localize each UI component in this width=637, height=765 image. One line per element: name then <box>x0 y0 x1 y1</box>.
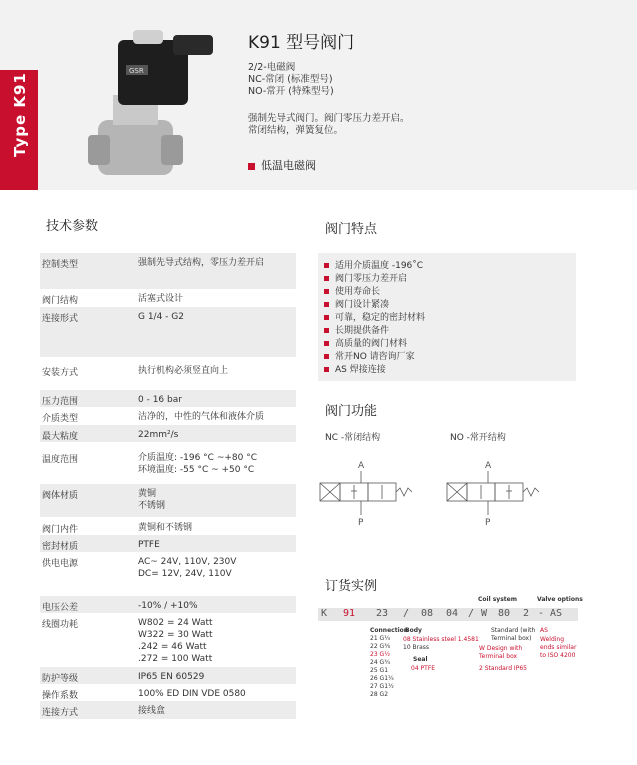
bullet-icon <box>324 315 329 320</box>
spec-label: 安装方式 <box>42 368 79 378</box>
spec-row <box>40 425 296 442</box>
spec-value: 介质温度: -196 °C ~+80 °C <box>138 453 258 463</box>
code-option: AS <box>550 608 563 619</box>
coil-system-label: Coil system <box>478 596 517 603</box>
spec-value-2: W322 = 30 Watt <box>138 630 213 640</box>
code-coil: W <box>481 608 488 619</box>
seal-ptfe: 04 PTFE <box>411 665 436 672</box>
spec-label: 阀门内件 <box>42 525 79 535</box>
spec-value: 接线盒 <box>138 706 166 716</box>
coil-design-w: W Design with Terminal box <box>479 645 523 660</box>
option-as: AS <box>540 627 548 634</box>
spec-value: 22mm²/s <box>138 430 179 440</box>
tech-heading: 技术参数 <box>46 219 99 234</box>
spec-row <box>40 407 296 425</box>
spec-label: 温度范围 <box>42 455 79 465</box>
desc-line-2: NC-常闭 (标准型号) <box>248 74 333 85</box>
body-brass: 10 Brass <box>403 644 430 651</box>
function-heading: 阀门功能 <box>325 404 378 419</box>
spec-label: 操作系数 <box>42 691 79 701</box>
spec-label: 介质类型 <box>42 414 79 424</box>
spec-row <box>40 552 296 592</box>
product-title: K91 型号阀门 <box>248 33 355 53</box>
feature-item: 阀门零压力差开启 <box>324 271 407 284</box>
spec-row <box>40 701 296 719</box>
bullet-icon <box>324 276 329 281</box>
connection-row: 25 G1 <box>370 667 389 674</box>
port-p-label: P <box>358 518 364 528</box>
code-body: 08 <box>421 608 434 619</box>
connection-label: Connection <box>370 627 409 634</box>
spec-row <box>40 484 296 517</box>
bullet-icon <box>324 263 329 268</box>
code-coil-variant: 2 <box>523 608 530 619</box>
bullet-icon <box>324 341 329 346</box>
code-seal: 04 <box>446 608 459 619</box>
bullet-icon <box>324 367 329 372</box>
spec-label: 防护等级 <box>42 674 79 684</box>
spec-value-2: 不锈钢 <box>138 501 166 511</box>
valve-options-label: Valve options <box>537 596 583 603</box>
connection-row: 26 G1¼ <box>370 675 394 682</box>
features-heading: 阀门特点 <box>325 222 378 237</box>
nc-valve-symbol <box>318 455 418 530</box>
connection-row: 21 G¼ <box>370 635 391 642</box>
code-type: 91 <box>343 608 356 619</box>
spec-value-3: .242 = 46 Watt <box>138 642 207 652</box>
spec-row <box>40 307 296 357</box>
nc-label: NC -常闭结构 <box>325 433 381 443</box>
feature-item: 常开NO 请咨询厂家 <box>324 349 415 362</box>
spec-label: 阀体材质 <box>42 491 79 501</box>
desc-line-5: 常闭结构，弹簧复位。 <box>248 125 344 136</box>
spec-row <box>40 684 296 701</box>
spec-row <box>40 253 296 289</box>
spec-label: 阀门结构 <box>42 296 79 306</box>
valve-photo <box>78 25 218 180</box>
spec-value-2: 环境温度: -55 °C ~ +50 °C <box>138 465 255 475</box>
brand-plate: GSR <box>129 67 144 75</box>
option-as-desc: Welding ends similar to ISO 4200 <box>540 636 577 659</box>
feature-item: 长期提供备件 <box>324 323 389 336</box>
body-label: Body <box>405 627 422 634</box>
red-square-icon <box>248 163 255 170</box>
bullet-icon <box>324 289 329 294</box>
spec-value: W802 = 24 Watt <box>138 618 213 628</box>
features-box <box>318 253 576 381</box>
connection-row: 23 G½ <box>370 651 391 658</box>
code-connection: 23 <box>376 608 389 619</box>
spec-label: 最大粘度 <box>42 432 79 442</box>
code-slash-2: / <box>468 608 475 619</box>
feature-item: 使用寿命长 <box>324 284 380 297</box>
spec-value: 执行机构必须竖直向上 <box>138 366 229 376</box>
spec-value: 100% ED DIN VDE 0580 <box>138 689 246 699</box>
spec-value: 强制先导式结构，零压力差开启 <box>138 258 265 268</box>
coil-standard-2: 2 Standard IP65 <box>479 665 527 672</box>
seal-label: Seal <box>413 656 428 663</box>
spec-row <box>40 613 296 667</box>
code-k: K <box>321 608 328 619</box>
desc-line-4: 强制先导式阀门。阀门零压力差开启。 <box>248 113 410 124</box>
order-code-bar <box>318 608 578 621</box>
feature-text: 低温电磁阀 <box>261 159 316 172</box>
port-a-label: A <box>358 461 365 471</box>
bullet-icon <box>324 354 329 359</box>
spec-row <box>40 390 296 407</box>
spec-value: 黄铜 <box>138 489 157 499</box>
type-side-band <box>0 70 38 190</box>
code-coil-type: 80 <box>498 608 511 619</box>
spec-value: 黄铜和不锈钢 <box>138 523 193 533</box>
spec-value: IP65 EN 60529 <box>138 672 205 682</box>
desc-line-3: NO-常开 (特殊型号) <box>248 86 334 97</box>
feature-item: 阀门设计紧凑 <box>324 297 389 310</box>
spec-label: 电压公差 <box>42 603 79 613</box>
spec-label: 供电电源 <box>42 559 79 569</box>
feature-line <box>248 157 316 173</box>
feature-item: 可靠，稳定的密封材料 <box>324 310 425 323</box>
connection-row: 27 G1½ <box>370 683 394 690</box>
spec-value: G 1/4 - G2 <box>138 312 184 322</box>
connection-row: 28 G2 <box>370 691 389 698</box>
order-heading: 订货实例 <box>325 579 378 594</box>
connection-row: 22 G⅜ <box>370 643 391 650</box>
no-label: NO -常开结构 <box>450 433 506 443</box>
spec-value-4: .272 = 100 Watt <box>138 654 213 664</box>
spec-row <box>40 357 296 387</box>
port-a-label: A <box>485 461 492 471</box>
spec-row <box>40 518 296 535</box>
spec-row <box>40 289 296 307</box>
spec-label: 密封材质 <box>42 542 79 552</box>
spec-label: 连接方式 <box>42 708 79 718</box>
spec-row <box>40 667 296 684</box>
code-dash: - <box>538 608 545 619</box>
type-label: Type K91 <box>11 72 29 157</box>
feature-item: 适用介质温度 -196˚C <box>324 258 423 271</box>
spec-value: 0 - 16 bar <box>138 395 182 405</box>
spec-row <box>40 448 296 484</box>
bullet-icon <box>324 328 329 333</box>
spec-label: 线圈功耗 <box>42 620 79 630</box>
coil-standard: Standard (with Terminal box) <box>491 627 536 642</box>
no-valve-symbol <box>445 455 545 530</box>
body-ss: 08 Stainless steel 1.4581 <box>403 636 479 643</box>
spec-row <box>40 535 296 552</box>
spec-row <box>40 596 296 613</box>
feature-item: 高质量的阀门材料 <box>324 336 407 349</box>
code-slash-1: / <box>403 608 410 619</box>
spec-value: 活塞式设计 <box>138 294 184 304</box>
spec-label: 控制类型 <box>42 260 79 270</box>
spec-value-2: DC= 12V, 24V, 110V <box>138 569 232 579</box>
spec-value: -10% / +10% <box>138 601 198 611</box>
feature-item: AS 焊接连接 <box>324 362 386 375</box>
port-p-label: P <box>485 518 491 528</box>
desc-line-1: 2/2-电磁阀 <box>248 62 296 73</box>
connection-row: 24 G¾ <box>370 659 391 666</box>
spec-value: AC~ 24V, 110V, 230V <box>138 557 237 567</box>
bullet-icon <box>324 302 329 307</box>
spec-value: PTFE <box>138 540 160 550</box>
spec-label: 连接形式 <box>42 314 79 324</box>
spec-label: 压力范围 <box>42 397 79 407</box>
spec-value: 洁净的，中性的气体和液体介质 <box>138 412 265 422</box>
